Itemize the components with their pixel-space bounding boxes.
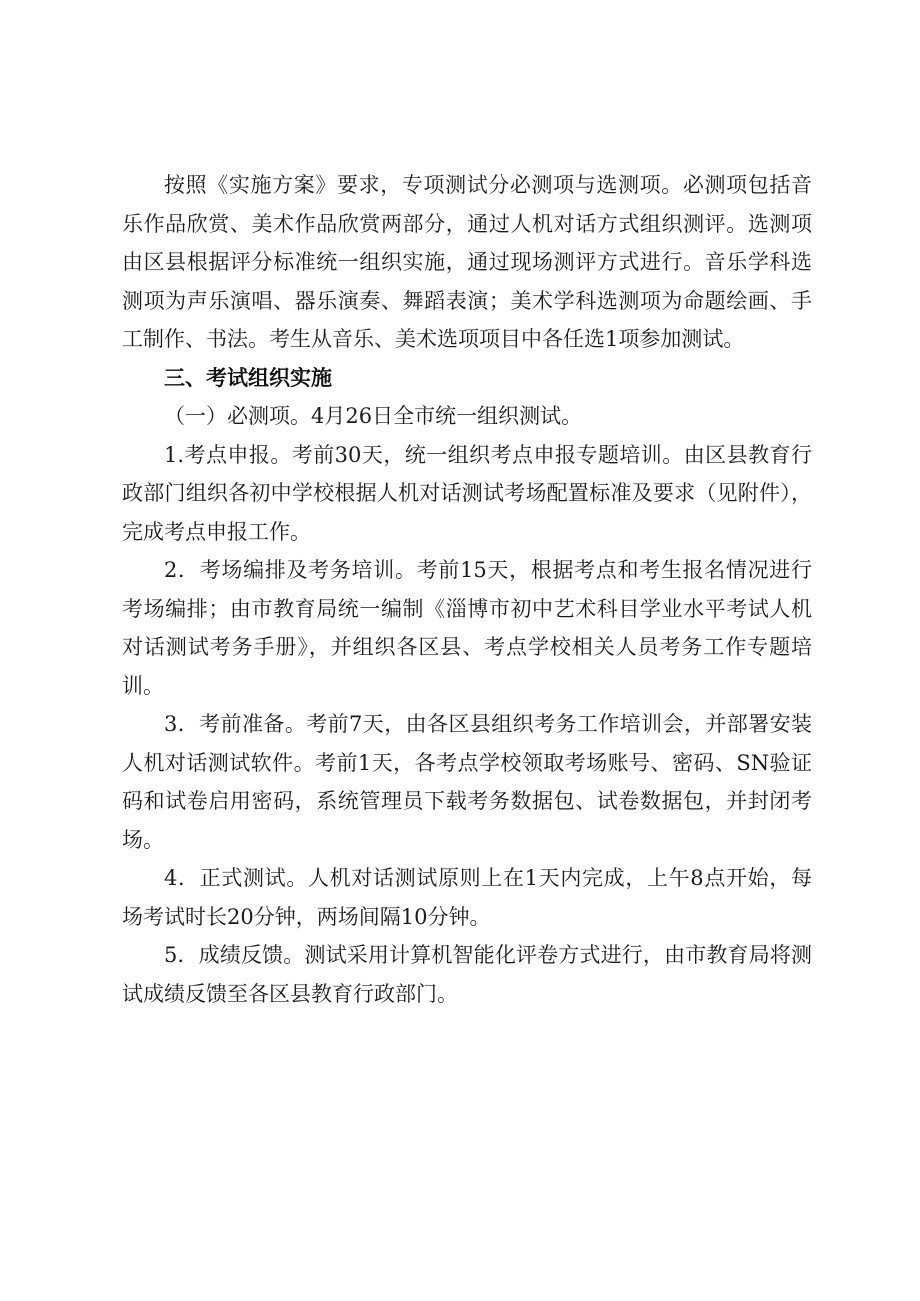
- item-paragraph-3: 3．考前准备。考前7天，由各区县组织考务工作培训会，并部署安装人机对话测试软件。考前1天，各考点学校领取考场账号、密码、SN验证码和试卷启用密码，系统管理员下载考务数据包、试卷数据包，并封闭考场。: [122, 712, 812, 852]
- subsection-paragraph: （一）必测项。4月26日全市统一组织测试。: [164, 404, 583, 428]
- item-paragraph-2: 2．考场编排及考务培训。考前15天，根据考点和考生报名情况进行考场编排；由市教育局统一编制《淄博市初中艺术科目学业水平考试人机对话测试考务手册》，并组织各区县、考点学校相关人员考务工作专题培训。: [122, 558, 812, 698]
- document-body: [122, 166, 812, 1013]
- intro-paragraph: 按照《实施方案》要求，专项测试分必测项与选测项。必测项包括音乐作品欣赏、美术作品欣赏两部分，通过人机对话方式组织测评。选测项由区县根据评分标准统一组织实施，通过现场测评方式进行。音乐学科选测项为声乐演唱、器乐演奏、舞蹈表演；美术学科选测项为命题绘画、手工制作、书法。考生从音乐、美术选项项目中各任选1项参加测试。: [122, 173, 812, 351]
- item-paragraph-1: 1.考点申报。考前30天，统一组织考点申报专题培训。由区县教育行政部门组织各初中学校根据人机对话测试考场配置标准及要求（见附件），完成考点申报工作。: [122, 442, 812, 544]
- item-paragraph-4: 4．正式测试。人机对话测试原则上在1天内完成，上午8点开始，每场考试时长20分钟，两场间隔10分钟。: [122, 866, 812, 929]
- section-heading: 三、考试组织实施: [164, 365, 332, 390]
- item-paragraph-5: 5．成绩反馈。测试采用计算机智能化评卷方式进行，由市教育局将测试成绩反馈至各区县教育行政部门。: [122, 943, 812, 1006]
